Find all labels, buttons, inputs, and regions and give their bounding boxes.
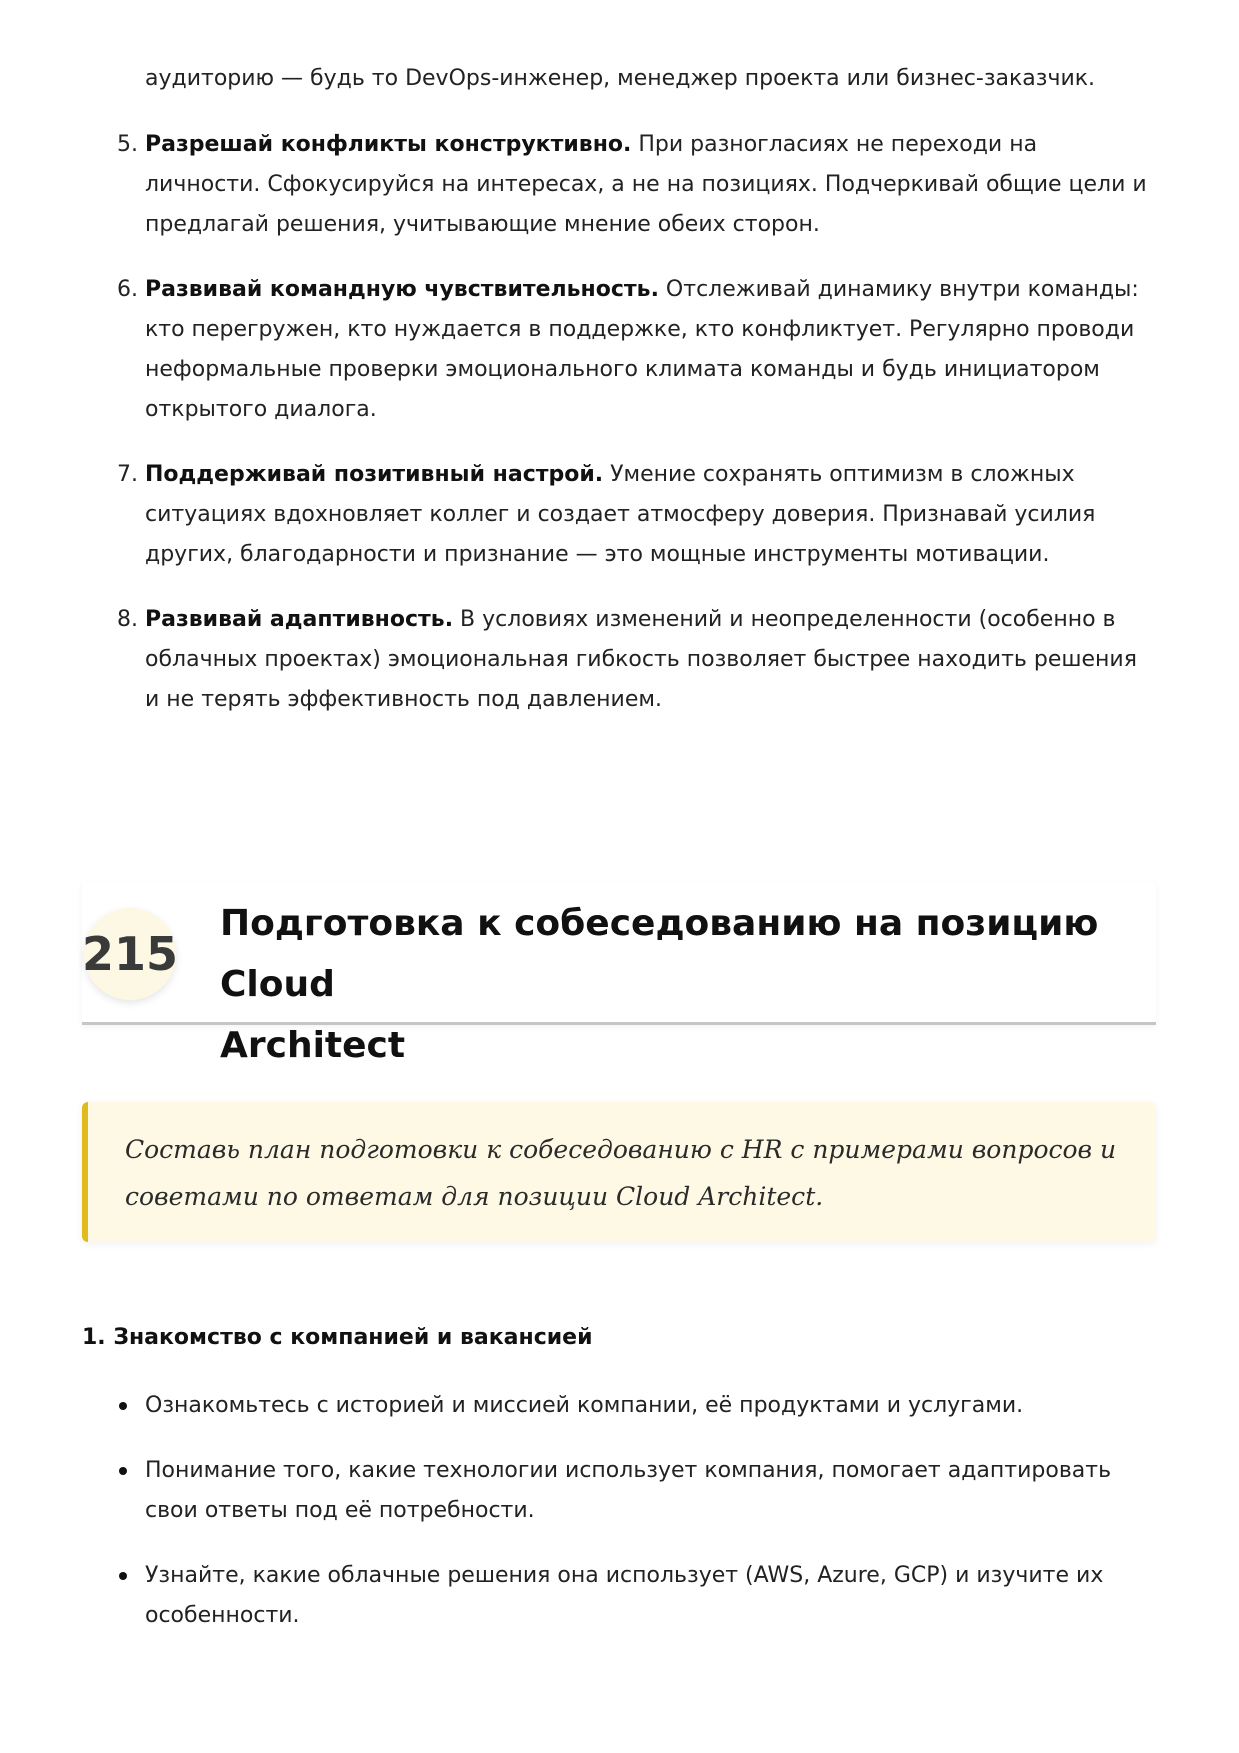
bullet-dot-icon xyxy=(119,1402,127,1410)
list-item-number: 6. xyxy=(117,277,138,302)
list-item xyxy=(0,455,1155,575)
prompt-text xyxy=(125,1126,1135,1220)
bullet-item xyxy=(0,1386,1155,1426)
list-item-bold-lead: Развивай адаптивность. xyxy=(145,607,454,632)
list-item-text: В условиях изменений и неопределенности (особенно в облачных проектах) эмоциональная гибкость позволяет быстрее находить решения и не терять эффективность под давлением. xyxy=(145,607,1137,712)
list-item-bold-lead: Разрешай конфликты конструктивно. xyxy=(145,132,632,157)
list-item xyxy=(0,125,1155,245)
bullet-dot-icon xyxy=(119,1467,127,1475)
bullet-item xyxy=(0,1451,1155,1531)
prompt-line-2: советами по ответам для позиции Cloud Architect. xyxy=(125,1182,824,1211)
list-item xyxy=(0,270,1155,430)
list-item-number: 7. xyxy=(117,462,138,487)
list-item-number: 5. xyxy=(117,132,138,157)
bullet-text: Ознакомьтесь с историей и миссией компании, её продуктами и услугами. xyxy=(145,1393,1024,1418)
section-title-line-1: Подготовка к собеседованию на позицию Cloud xyxy=(220,903,1099,1005)
section-title-line-2: Architect xyxy=(220,1025,406,1066)
bullet-item xyxy=(0,1556,1155,1636)
section-number-badge: 215 xyxy=(84,908,176,1000)
bullet-list xyxy=(0,1386,1239,1661)
subsection-heading: 1. Знакомство с компанией и вакансией xyxy=(82,1325,593,1350)
section-title xyxy=(220,893,1150,1076)
prompt-line-1: Составь план подготовки к собеседованию с HR с примерами вопросов и xyxy=(125,1135,1117,1164)
list-item-text: Умение сохранять оптимизм в сложных ситуациях вдохновляет коллег и создает атмосферу доверия. Признавай усилия других, благодарности и признание — это мощные инструменты мотивации. xyxy=(145,462,1096,567)
list-item-text: При разногласиях не переходи на личности. Сфокусируйся на интересах, а не на позициях. Подчеркивай общие цели и предлагай решения, учитывающие мнение обеих сторон. xyxy=(145,132,1147,237)
list-item-bold-lead: Поддерживай позитивный настрой. xyxy=(145,462,604,487)
list-item xyxy=(0,600,1155,720)
numbered-list xyxy=(0,125,1239,745)
bullet-dot-icon xyxy=(119,1572,127,1580)
prompt-quote-box xyxy=(82,1102,1156,1242)
bullet-text: Понимание того, какие технологии использует компания, помогает адаптировать свои ответы под её потребности. xyxy=(145,1458,1112,1523)
list-item-text: Отслеживай динамику внутри команды: кто перегружен, кто нуждается в поддержке, кто конфликтует. Регулярно проводи неформальные проверки эмоционального климата команды и будь инициатором открытого диалога. xyxy=(145,277,1139,422)
bullet-text: Узнайте, какие облачные решения она использует (AWS, Azure, GCP) и изучите их особенности. xyxy=(145,1563,1104,1628)
continuation-paragraph: аудиторию — будь то DevOps-инженер, менеджер проекта или бизнес-заказчик. xyxy=(145,66,1096,91)
list-item-bold-lead: Развивай командную чувствительность. xyxy=(145,277,659,302)
list-item-number: 8. xyxy=(117,607,138,632)
